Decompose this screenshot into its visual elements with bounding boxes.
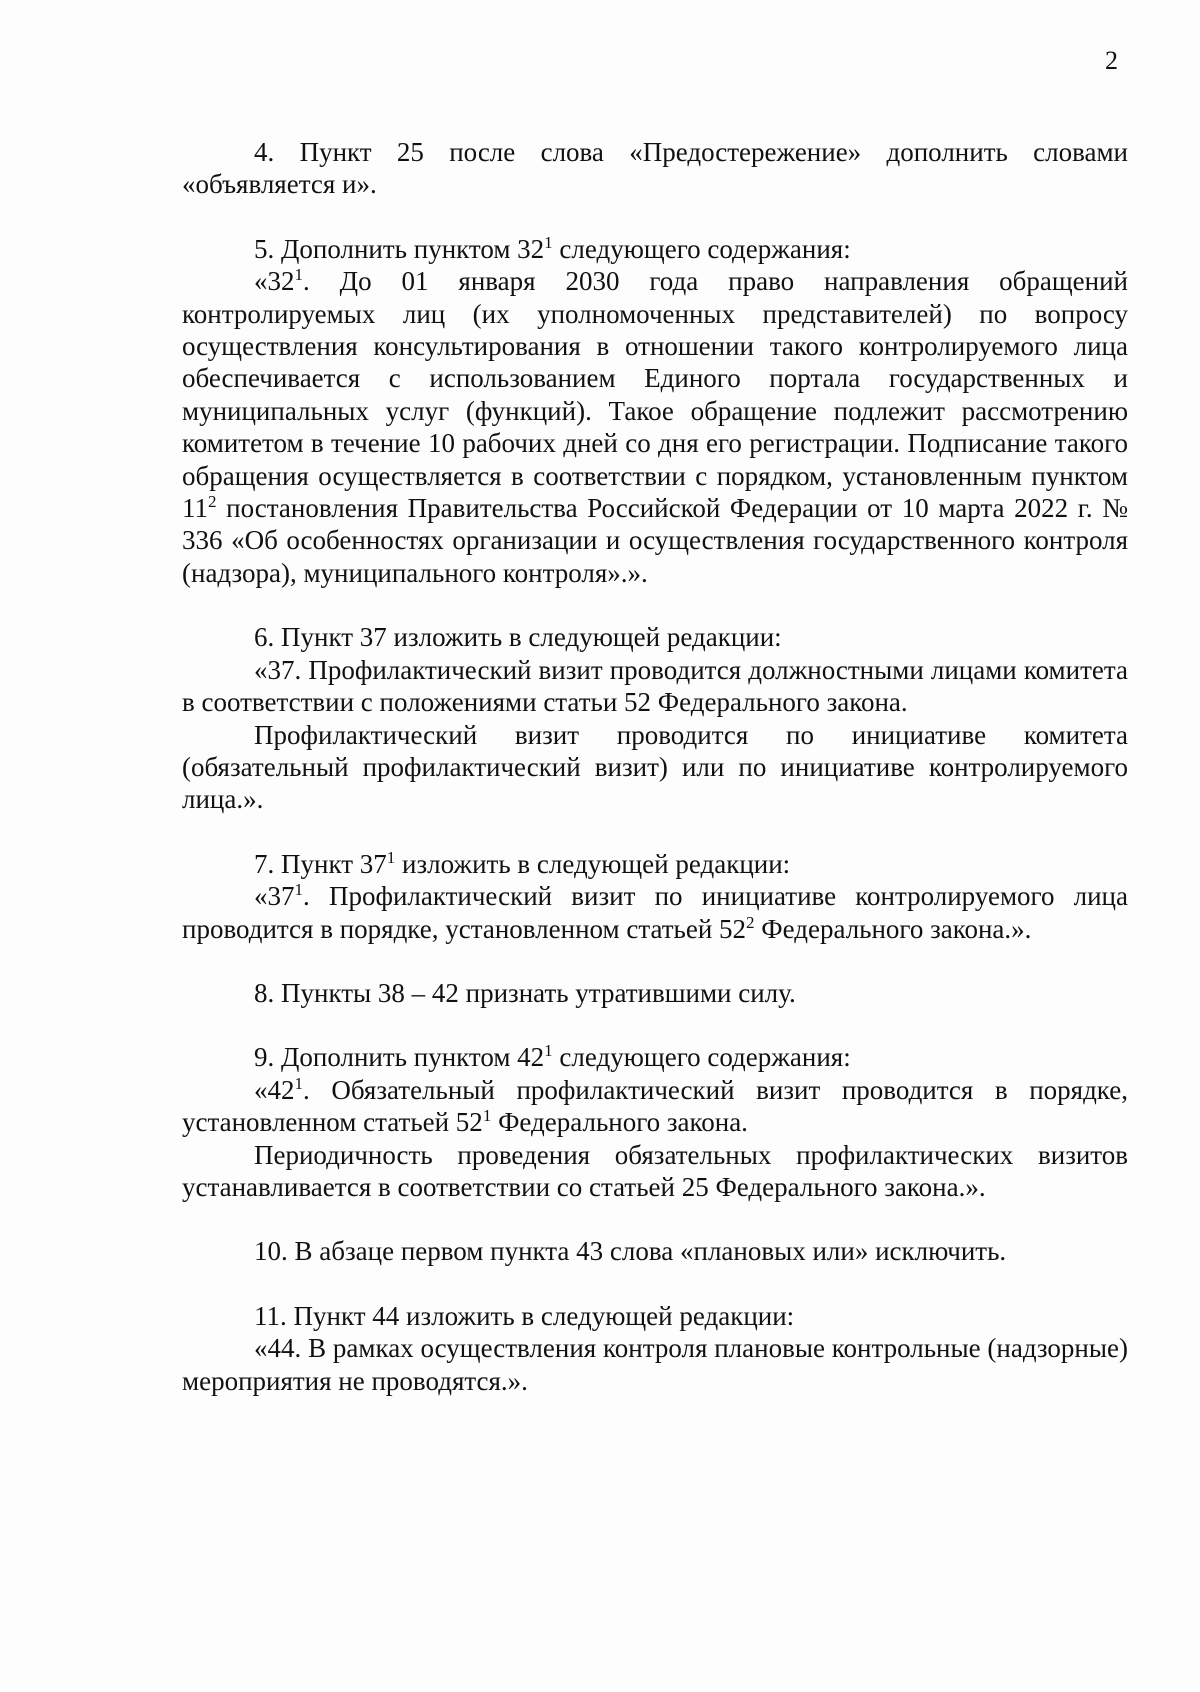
superscript: 1 — [544, 1041, 553, 1061]
text-run: «44. В рамках осуществления контроля плановые контрольные (надзорные) мероприятия не проводятся.». — [182, 1333, 1128, 1396]
text-run: 4. Пункт 25 после слова «Предостережение» дополнить словами «объявляется и». — [182, 137, 1128, 200]
paragraph-p9-body2 — [182, 1139, 1128, 1204]
text-run: 10. В абзаце первом пункта 43 слова «плановых или» исключить. — [254, 1236, 1007, 1267]
paragraph-p6-body1 — [182, 654, 1128, 719]
text-run: 7. Пункт 37 — [254, 848, 387, 879]
superscript: 1 — [294, 880, 303, 900]
text-run: «37 — [254, 881, 295, 912]
text-run: изложить в следующей редакции: — [395, 848, 791, 879]
superscript: 2 — [746, 912, 755, 932]
text-run: Федерального закона. — [491, 1107, 748, 1138]
text-run: «32 — [254, 266, 295, 297]
text-run: следующего содержания: — [552, 233, 851, 264]
paragraph-p11-body — [182, 1332, 1128, 1397]
paragraph-p7-body — [182, 880, 1128, 945]
text-run: Федерального закона.». — [754, 913, 1032, 944]
text-run: Профилактический визит проводится по инициативе комитета (обязательный профилактический визит) или по инициативе контролируемого лица.». — [182, 719, 1128, 815]
document-body — [182, 136, 1128, 1397]
text-run: 5. Дополнить пунктом 32 — [254, 233, 545, 264]
text-run: «37. Профилактический визит проводится должностными лицами комитета в соответствии с положениями статьи 52 Федерального закона. — [182, 654, 1128, 718]
text-run: «42 — [254, 1074, 295, 1105]
text-run: . Профилактический визит по инициативе контролируемого лица проводится в порядке, установленном статьей 52 — [182, 881, 1128, 944]
paragraph-p7-head — [182, 848, 1128, 880]
text-run: 9. Дополнить пунктом 42 — [254, 1042, 545, 1073]
text-run: постановления Правительства Российской Федерации от 10 марта 2022 г. № 336 «Об особенностях организации и осуществления государственного контроля (надзора), муниципального контроля».». — [182, 493, 1128, 588]
paragraph-p6-head — [182, 621, 1128, 653]
paragraph-p11-head — [182, 1300, 1128, 1332]
text-run: 11. Пункт 44 изложить в следующей редакции: — [254, 1300, 795, 1331]
paragraph-p5-body — [182, 265, 1128, 589]
paragraph-p10 — [182, 1235, 1128, 1267]
superscript: 2 — [208, 492, 217, 512]
text-run: следующего содержания: — [552, 1042, 851, 1073]
paragraph-p5-head — [182, 233, 1128, 265]
paragraph-p4 — [182, 136, 1128, 201]
text-run: Периодичность проведения обязательных профилактических визитов устанавливается в соответствии со статьей 25 Федерального закона.». — [182, 1139, 1128, 1202]
superscript: 1 — [294, 1073, 303, 1093]
text-run: 6. Пункт 37 изложить в следующей редакции: — [254, 622, 782, 653]
paragraph-p6-body2 — [182, 719, 1128, 816]
superscript: 1 — [294, 265, 303, 285]
superscript: 1 — [482, 1106, 492, 1126]
paragraph-p8 — [182, 977, 1128, 1009]
paragraph-p9-head — [182, 1041, 1128, 1073]
superscript: 1 — [386, 847, 396, 867]
text-run: . До 01 января 2030 года право направления обращений контролируемых лиц (их уполномоченных представителей) по вопросу осуществления консультирования в отношении такого контролируемого лица обеспечивается с использованием Единого портала государственных и муниципальных услуг (функций). Такое обращение подлежит рассмотрению комитетом в течение 10 рабочих дней со дня его регистрации. Подписание такого обращения осуществляется в соответствии с порядком, установленным пунктом 11 — [182, 266, 1128, 524]
page-number: 2 — [1105, 46, 1118, 75]
paragraph-p9-body1 — [182, 1074, 1128, 1139]
text-run: . Обязательный профилактический визит проводится в порядке, установленном статьей 52 — [182, 1074, 1128, 1138]
superscript: 1 — [544, 232, 553, 252]
text-run: 8. Пункты 38 – 42 признать утратившими силу. — [254, 977, 796, 1008]
